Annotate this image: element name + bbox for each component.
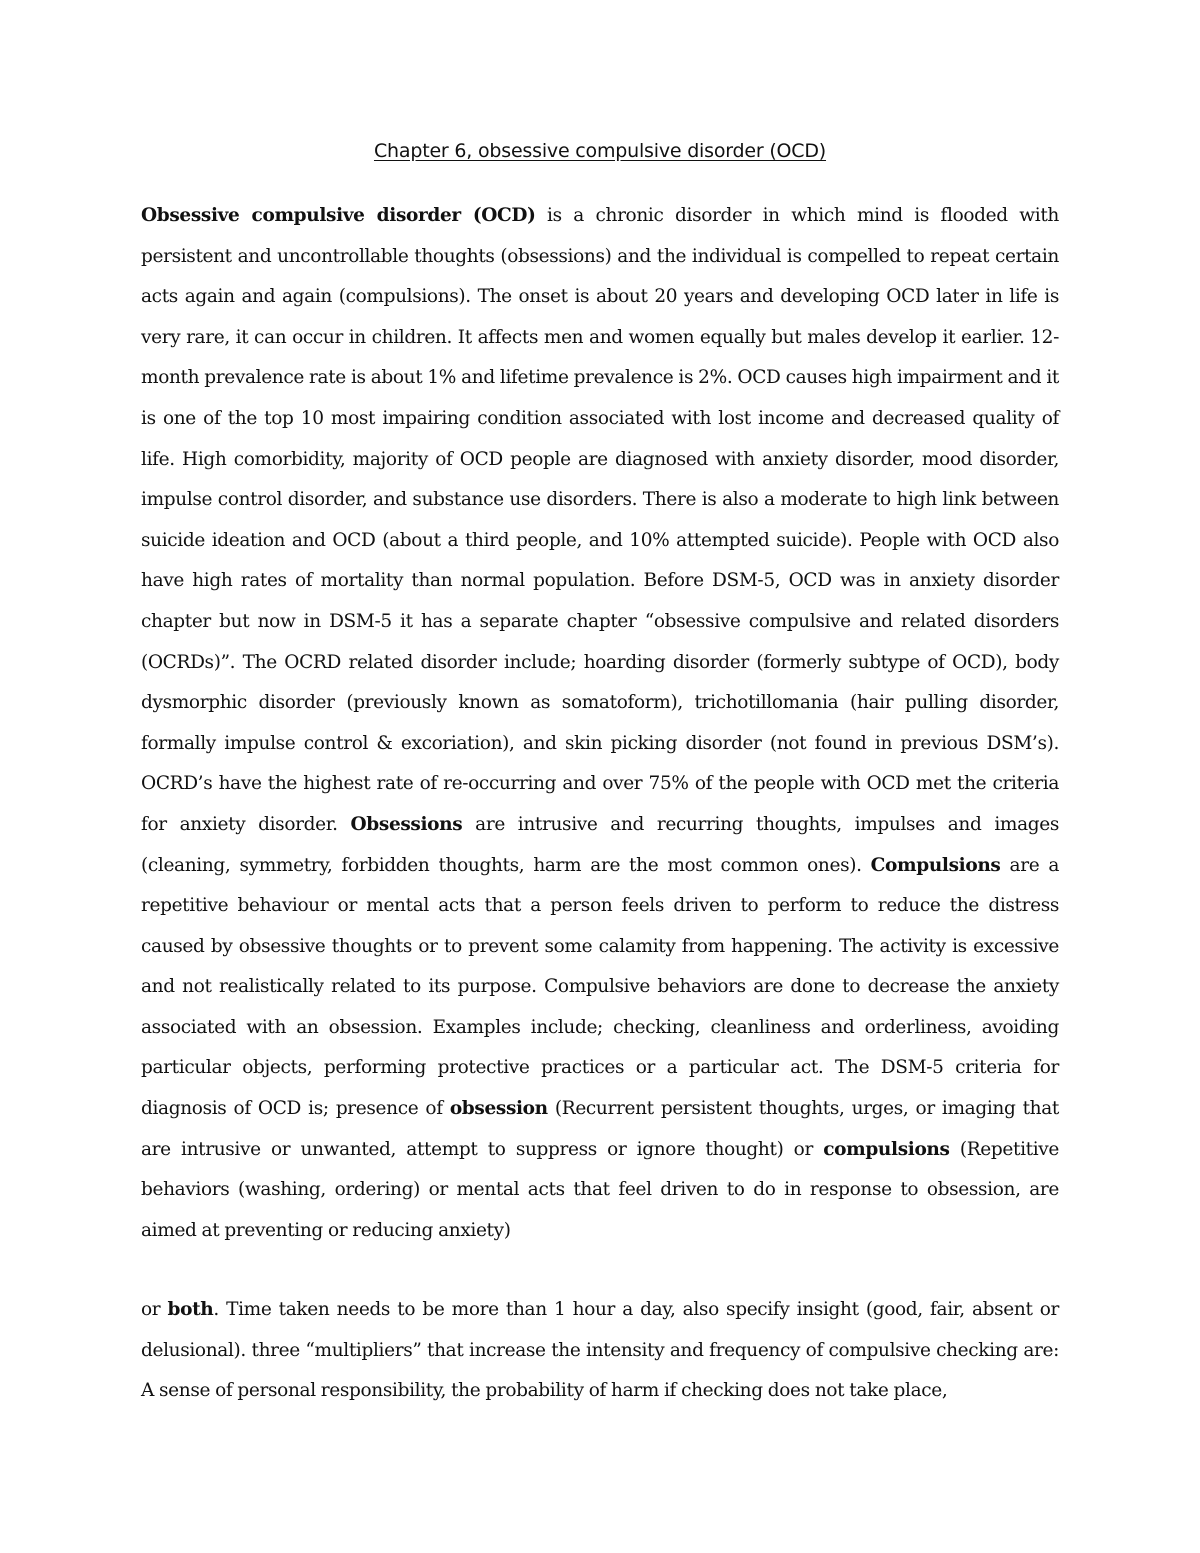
paragraph-text-a: is a chronic disorder in which mind is flooded with persistent and uncontrollable thoughts (obsessions) and the individual is compelled to repeat certain acts again and again (compulsions). The onset is about 20 years and developing OCD later in life is very rare, it can occur in children. It affects men and women equally but males develop it earlier. 12-month prevalence rate is about 1% and lifetime prevalence is 2%. OCD causes high impairment and it is one of the top 10 most impairing condition associated with lost income and decreased quality of life. High comorbidity, majority of OCD people are diagnosed with anxiety disorder, mood disorder, impulse control disorder, and substance use disorders. There is also a moderate to high link between suicide ideation and OCD (about a third people, and 10% attempted suicide). People with OCD also have high rates of mortality than normal population. Before DSM-5, OCD was in anxiety disorder chapter but now in DSM-5 it has a separate chapter “obsessive compulsive and related disorders (OCRDs)”. The OCRD related disorder include; hoarding disorder (formerly subtype of OCD), body dysmorphic disorder (previously known as somatoform), trichotillomania (hair pulling disorder, formally impulse control & excoriation), and skin picking disorder (not found in previous DSM’s). OCRD’s have the highest rate of re-occurring and over 75% of the people with OCD met the criteria for anxiety disorder. xyxy=(141,205,1059,835)
paragraph-text-d: (Recurrent persistent thoughts, urges, or imaging that are intrusive or unwanted, attempt to suppress or ignore thought) or xyxy=(141,1098,1059,1160)
term-compulsions: Compulsions xyxy=(870,854,1001,876)
paragraph-continuation xyxy=(141,1290,1059,1412)
paragraph-text-c: are a repetitive behaviour or mental acts that a person feels driven to perform to reduce the distress caused by obsessive thoughts or to prevent some calamity from happening. The activity is excessive and not realistically related to its purpose. Compulsive behaviors are done to decrease the anxiety associated with an obsession. Examples include; checking, cleanliness and orderliness, avoiding particular objects, performing protective practices or a particular act. The DSM-5 criteria for diagnosis of OCD is; presence of xyxy=(141,854,1059,1120)
term-both: both xyxy=(167,1299,214,1320)
term-compulsions-lower: compulsions xyxy=(823,1138,950,1160)
paragraph-text-b: are intrusive and recurring thoughts, impulses and images (cleaning, symmetry, forbidden thoughts, harm are the most common ones). xyxy=(141,813,1059,876)
paragraph-main xyxy=(141,196,1059,1251)
paragraph2-text-b: . Time taken needs to be more than 1 hour a day, also specify insight (good, fair, absent or delusional). three “multipliers” that increase the intensity and frequency of compulsive checking are: A sense of personal responsibility, the probability of harm if checking does not take place, xyxy=(141,1299,1060,1402)
term-obsessions: Obsessions xyxy=(350,813,463,835)
term-ocd: Obsessive compulsive disorder (OCD) xyxy=(141,205,536,226)
paragraph2-text-a: or xyxy=(141,1299,168,1320)
term-obsession: obsession xyxy=(449,1098,548,1120)
paragraph-text-e: (Repetitive behaviors (washing, ordering) or mental acts that feel driven to do in response to obsession, are aimed at preventing or reducing anxiety) xyxy=(141,1138,1059,1241)
page-title: Chapter 6, obsessive compulsive disorder (OCD) xyxy=(373,140,827,162)
